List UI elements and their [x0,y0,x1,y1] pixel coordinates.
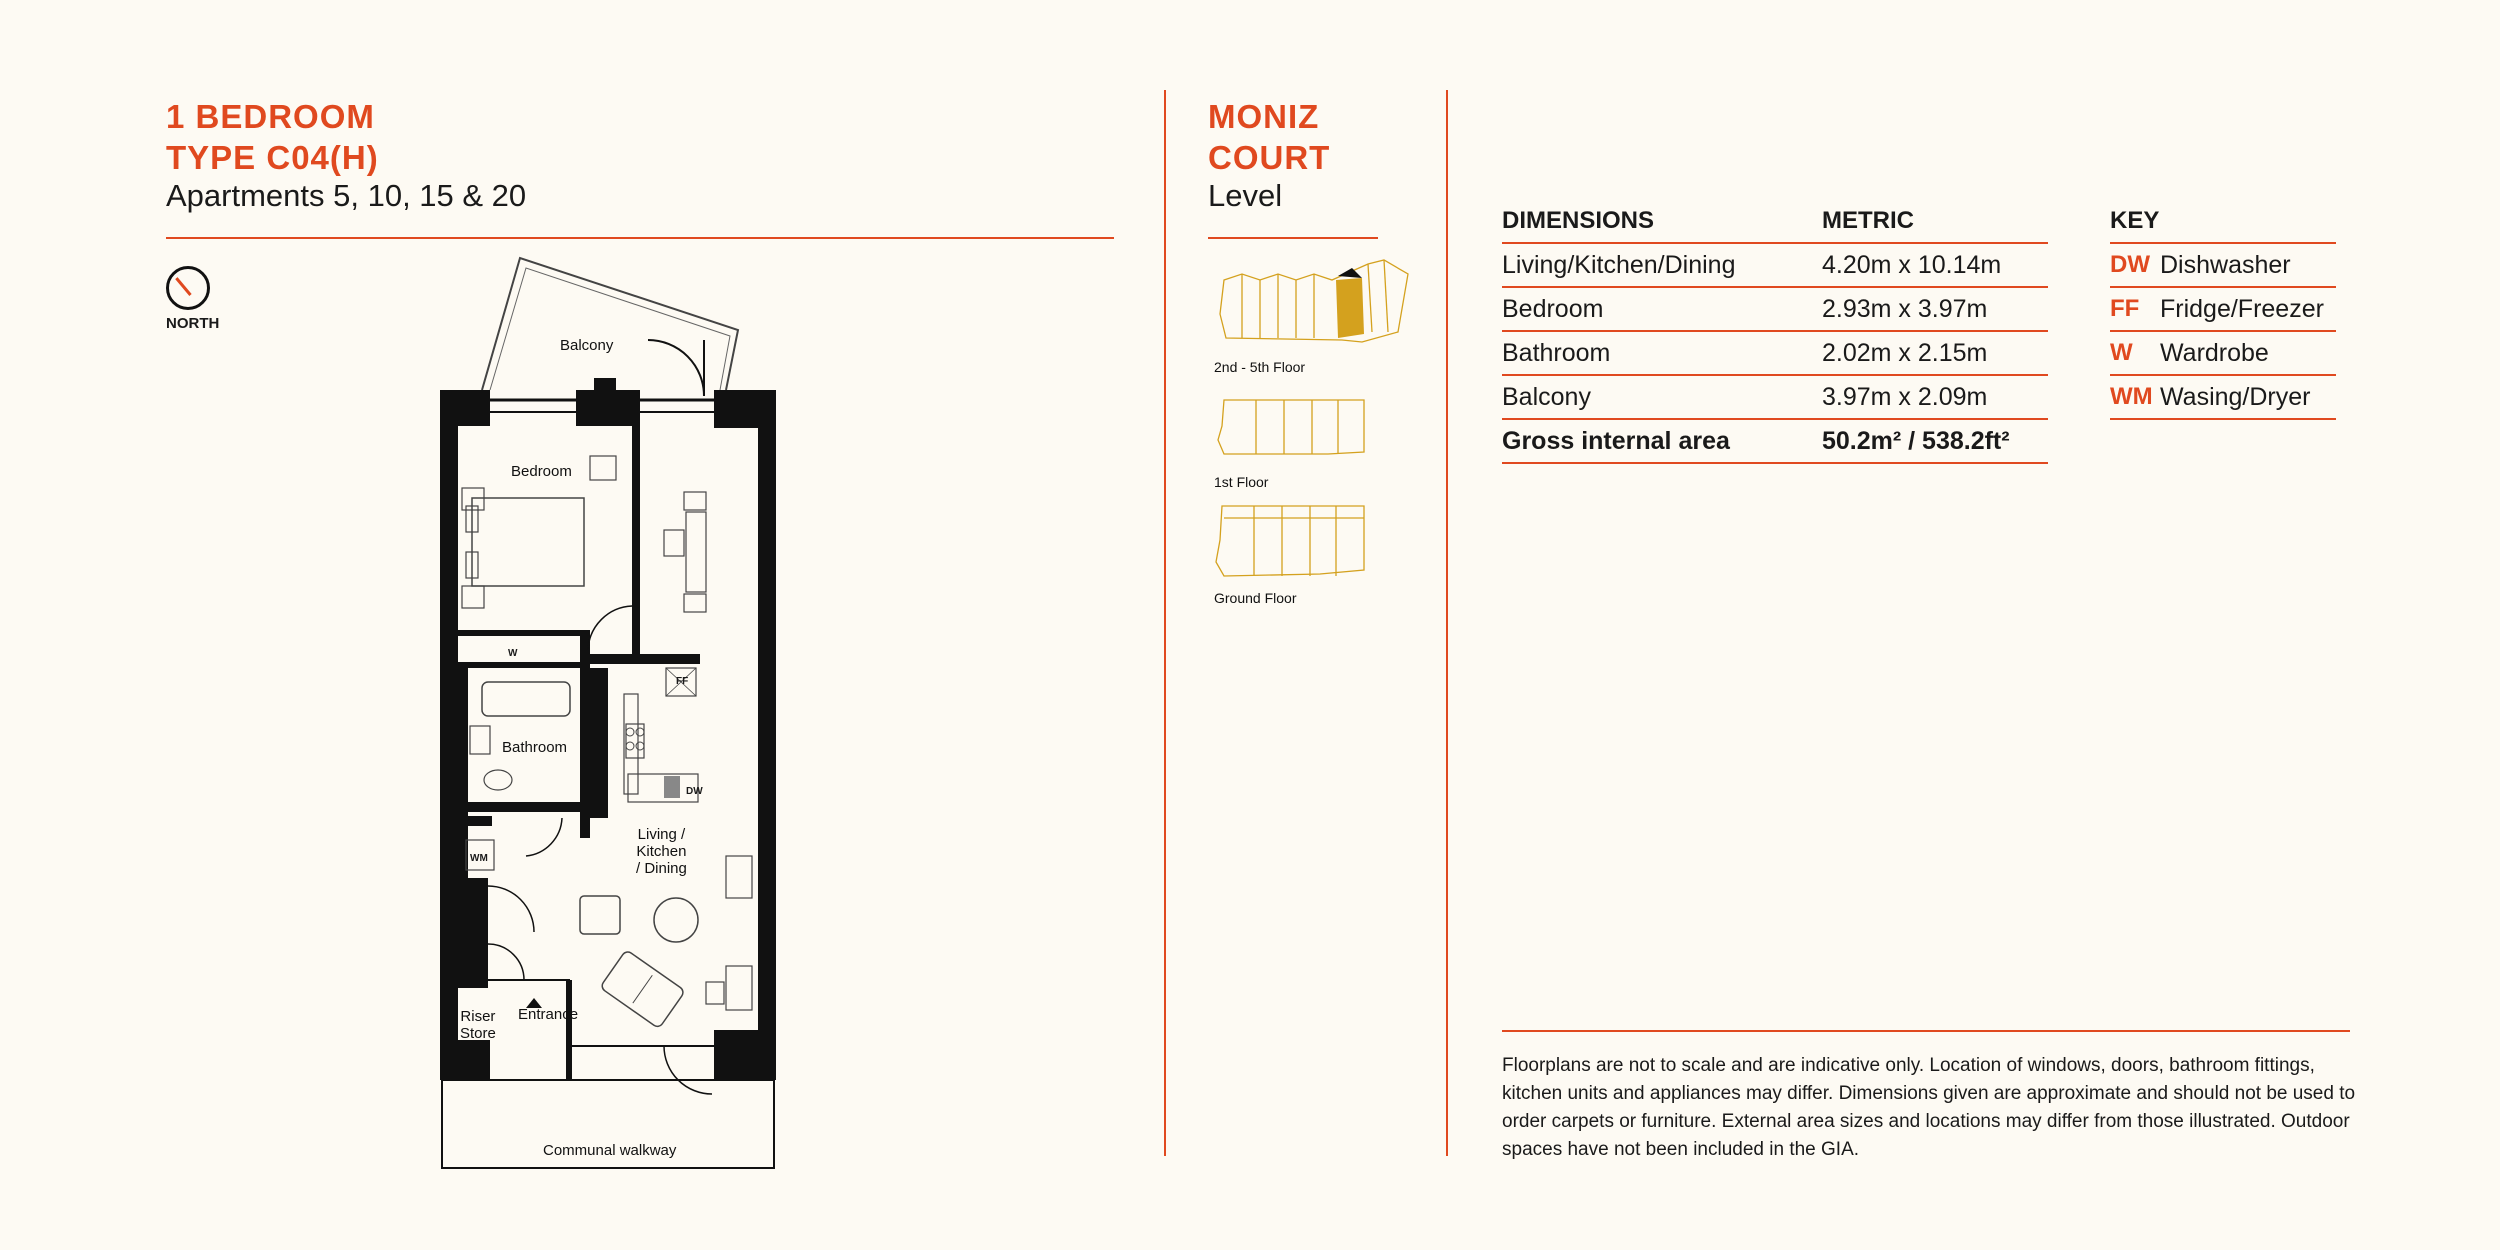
north-indicator [166,266,220,332]
gia-label: Gross internal area [1502,426,1730,455]
room-label-balcony: Balcony [560,337,614,354]
apartment-heading [166,96,526,214]
dimension-value: 2.93m x 3.97m [1822,294,1988,323]
dimension-name: Bedroom [1502,294,1604,323]
dimension-value: 3.97m x 2.09m [1822,382,1988,411]
dimensions-header [1502,200,2048,244]
gia-value: 50.2m² / 538.2ft² [1822,426,2010,455]
room-label-entrance: Entrance [518,1006,579,1023]
disclaimer-divider [1502,1030,2350,1032]
key-desc: Wardrobe [2160,338,2269,367]
title-line-1: 1 BEDROOM [166,98,375,135]
dimensions-header-metric: METRIC [1822,207,1914,234]
room-label-riser [460,1008,496,1042]
living-line-3: / Dining [636,860,687,877]
fixture-label-wardrobe: W [508,648,518,659]
key-item [2110,376,2336,420]
key-item [2110,244,2336,288]
level-label-ground: Ground Floor [1214,590,1297,606]
header-divider [166,237,1114,239]
key-desc: Fridge/Freezer [2160,294,2324,323]
divider-right [1446,90,1448,1156]
dimension-name: Balcony [1502,382,1591,411]
dimensions-row [1502,332,2048,376]
dimensions-row [1502,376,2048,420]
dimensions-header-name: DIMENSIONS [1502,207,1655,234]
dimensions-row [1502,288,2048,332]
key-code: WM [2110,383,2153,410]
room-label-living [636,826,687,877]
dimension-value: 4.20m x 10.14m [1822,250,2002,279]
key-code: DW [2110,251,2150,278]
disclaimer-text: Floorplans are not to scale and are indicative only. Location of windows, doors, bathroom fittings, kitchen units and appliances may differ. Dimensions given are approximate and should not be used to order carpets or furniture. External area sizes and locations may differ from those illustrated. Outdoor spaces have not been included in the GIA. [1502,1055,2356,1160]
level-label-first: 1st Floor [1214,474,1269,490]
compass-icon [166,266,210,310]
apartment-subtitle: Apartments 5, 10, 15 & 20 [166,178,527,213]
riser-line-1: Riser [460,1008,496,1025]
key-item [2110,288,2336,332]
dimension-name: Living/Kitchen/Dining [1502,250,1736,279]
key-code: FF [2110,295,2140,322]
room-label-walkway: Communal walkway [543,1142,677,1159]
key-desc: Wasing/Dryer [2160,382,2311,411]
fixture-label-fridge: FF [676,676,689,687]
key-item [2110,332,2336,376]
fixture-label-dishwasher: DW [686,786,703,797]
room-label-bathroom: Bathroom [502,739,568,756]
dimension-value: 2.02m x 2.15m [1822,338,1988,367]
building-name-line-1: MONIZ [1208,98,1320,135]
level-diagram-upper [1212,252,1412,362]
title-line-2: TYPE C04(H) [166,139,379,176]
key-header-label: KEY [2110,207,2160,234]
gia-row [1502,420,2048,464]
living-line-2: Kitchen [636,843,687,860]
room-label-bedroom: Bedroom [511,463,572,480]
key-header [2110,200,2336,244]
level-diagram-ground [1212,500,1372,590]
riser-line-2: Store [460,1025,496,1042]
dimensions-row [1502,244,2048,288]
building-subtitle: Level [1208,178,1283,213]
level-divider [1208,237,1378,239]
level-label-upper: 2nd - 5th Floor [1214,359,1306,375]
north-label: NORTH [166,315,220,332]
divider-left [1164,90,1166,1156]
living-line-1: Living / [637,826,686,843]
dimension-name: Bathroom [1502,338,1611,367]
key-desc: Dishwasher [2160,250,2291,279]
level-diagram-first [1212,396,1372,476]
building-heading [1208,96,1330,214]
building-name-line-2: COURT [1208,139,1331,176]
key-code: W [2110,339,2133,366]
fixture-label-washer: WM [470,853,488,864]
